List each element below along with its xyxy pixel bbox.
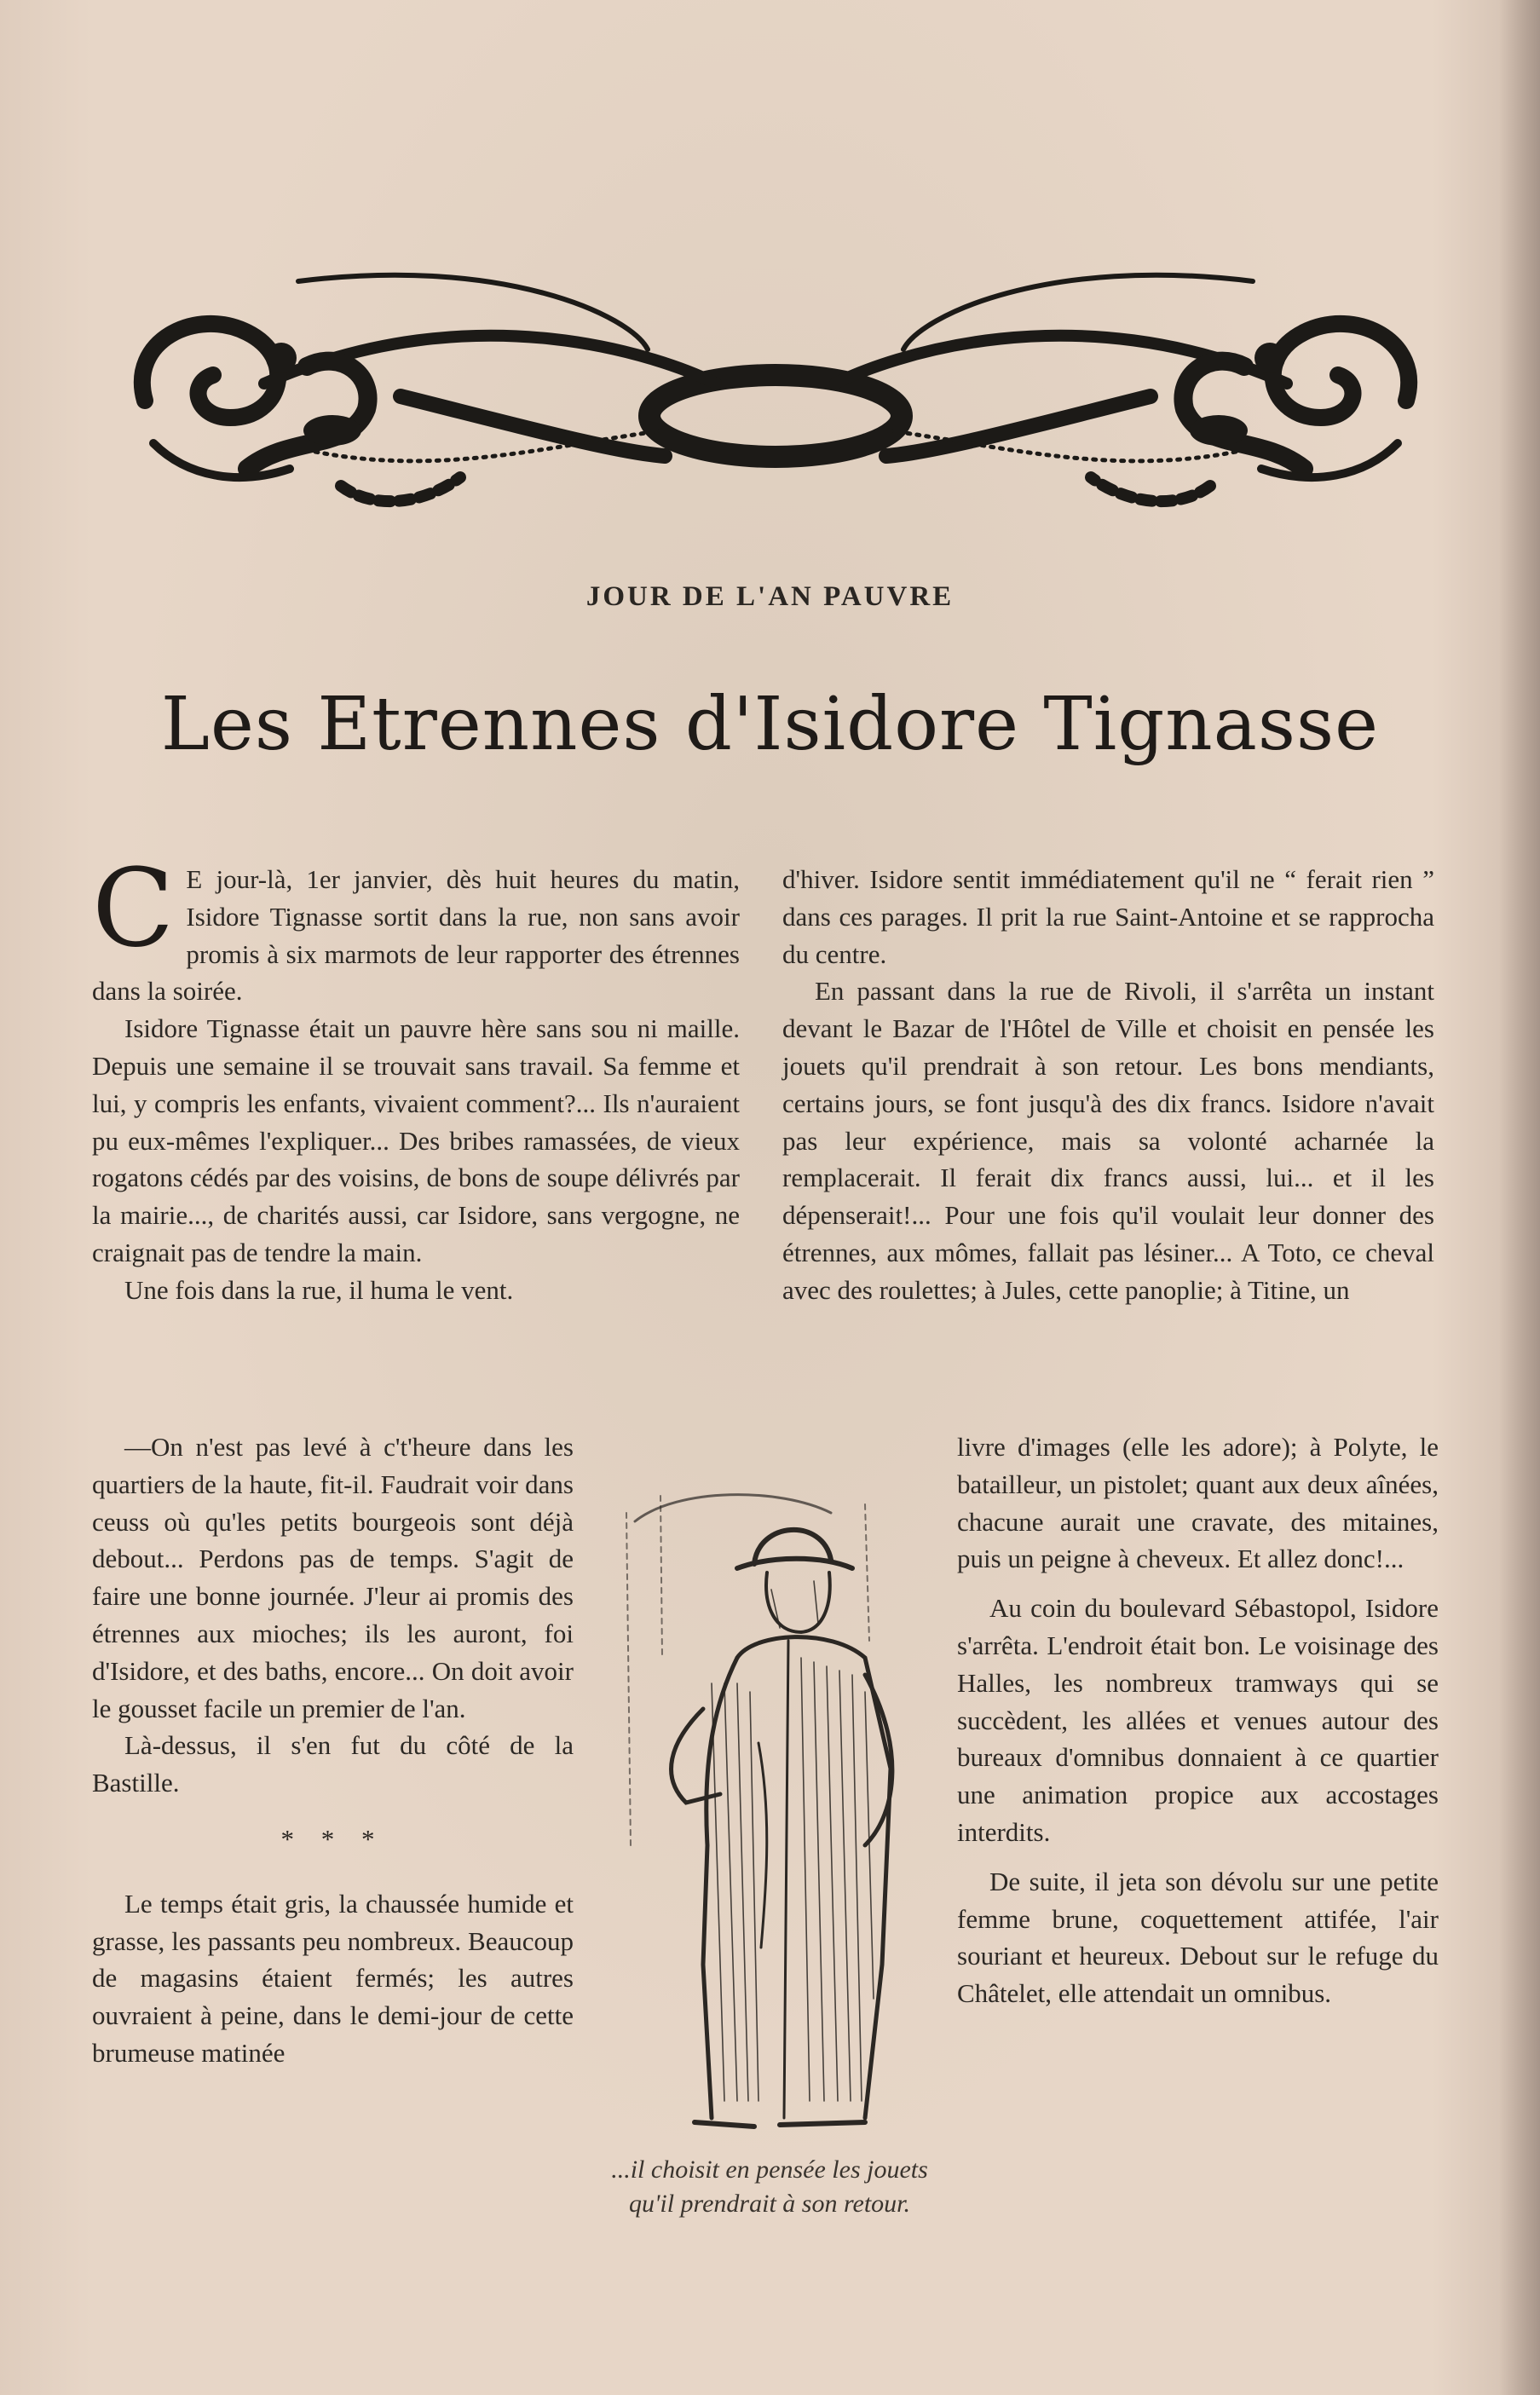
- paragraph: Isidore Tignasse était un pauvre hère sans sou ni maille. Depuis une semaine il se trouvait sans travail. Sa femme et lui, y compris les enfants, vivaient comment?... Ils n'auraient pu eux-mêmes l'expliquer... Des bribes ramassées, de vieux rogatons cédés par des voisins, de bons de soupe délivrés par la mairie..., de charités aussi, car Isidore, sans vergogne, ne craignait pas de tendre la main.: [92, 1013, 740, 1267]
- illustration-caption: ...il choisit en pensée les jouets qu'il prendrait à son retour.: [611, 2156, 928, 2218]
- paragraph: De suite, il jeta son dévolu sur une petite femme brune, coquettement attifée, l'air souriant et heureux. Debout sur le refuge du Châtelet, elle attendait un omnibus.: [957, 1866, 1439, 2009]
- article-title: Les Etrennes d'Isidore Tignasse: [160, 682, 1380, 767]
- column-right-narrow: [957, 1428, 1439, 2012]
- man-in-coat-illustration: [609, 1487, 925, 2144]
- paragraph: livre d'images (elle les adore); à Polyte, le batailleur, un pistolet; quant aux deux aînées, chacune aurait une cravate, des mitaines, puis un peigne à cheveux. Et allez donc!...: [957, 1432, 1439, 1574]
- paragraph-text: E jour-là, 1er janvier, dès huit heures du matin, Isidore Tignasse sortit dans la rue, non sans avoir promis à six marmots de leur rapporter des étrennes dans la soirée.: [92, 864, 740, 1007]
- article-kicker: JOUR DE L'AN PAUVRE: [585, 581, 955, 612]
- paragraph: d'hiver. Isidore sentit immédiatement qu'il ne “ ferait rien ” dans ces parages. Il prit la rue Saint-Antoine et se rapprocha du centre.: [782, 864, 1434, 969]
- section-separator: * * *: [280, 1823, 385, 1854]
- art-nouveau-header-ornament: [119, 256, 1432, 528]
- column-left-narrow: [92, 1428, 574, 2072]
- paragraph: Au coin du boulevard Sébastopol, Isidore s'arrêta. L'endroit était bon. Le voisinage des Halles, les nombreux tramways qui se succèdent, les allées et venues autour des bureaux d'omnibus donnaient à ce quartier une animation propice aux accostages interdits.: [957, 1593, 1439, 1847]
- drop-cap: C: [92, 845, 175, 971]
- paragraph: En passant dans la rue de Rivoli, il s'arrêta un instant devant le Bazar de l'Hôtel de Ville et choisit en pensée les jouets qu'il prendrait à son retour. Les bons mendiants, certains jours, se font jusqu'à des dix francs. Isidore n'avait pas leur expérience, mais sa volonté acharnée la remplacerait. Il ferait dix francs aussi, lui... et il les dépenserait!... Pour une fois qu'il voulait leur donner des étrennes, aux mômes, fallait pas lésiner... A Toto, ce cheval avec des roulettes; à Jules, cette panoplie; à Titine, un: [782, 976, 1434, 1305]
- column-left-top: [92, 845, 740, 1309]
- paragraph: Le temps était gris, la chaussée humide et grasse, les passants peu nombreux. Beaucoup de magasins étaient fermés; les autres ouvraient à peine, dans le demi-jour de cette brumeuse matinée: [92, 1888, 574, 2068]
- column-right-top: [782, 861, 1434, 1309]
- paragraph: [92, 845, 740, 1010]
- paragraph: Une fois dans la rue, il huma le vent.: [124, 1274, 514, 1305]
- page-edge-shadow: [1499, 0, 1540, 2395]
- paragraph: —On n'est pas levé à c't'heure dans les quartiers de la haute, fit-il. Faudrait voir dans ceuss où qu'les petits bourgeois sont déjà debout... Perdons pas de temps. S'agit de faire une bonne journée. J'leur ai promis des étrennes aux mioches; ils les auront, foi d'Isidore, et des baths, encore... On doit avoir le gousset facile un premier de l'an.: [92, 1432, 574, 1723]
- paragraph: Là-dessus, il s'en fut du côté de la Bastille.: [92, 1730, 574, 1798]
